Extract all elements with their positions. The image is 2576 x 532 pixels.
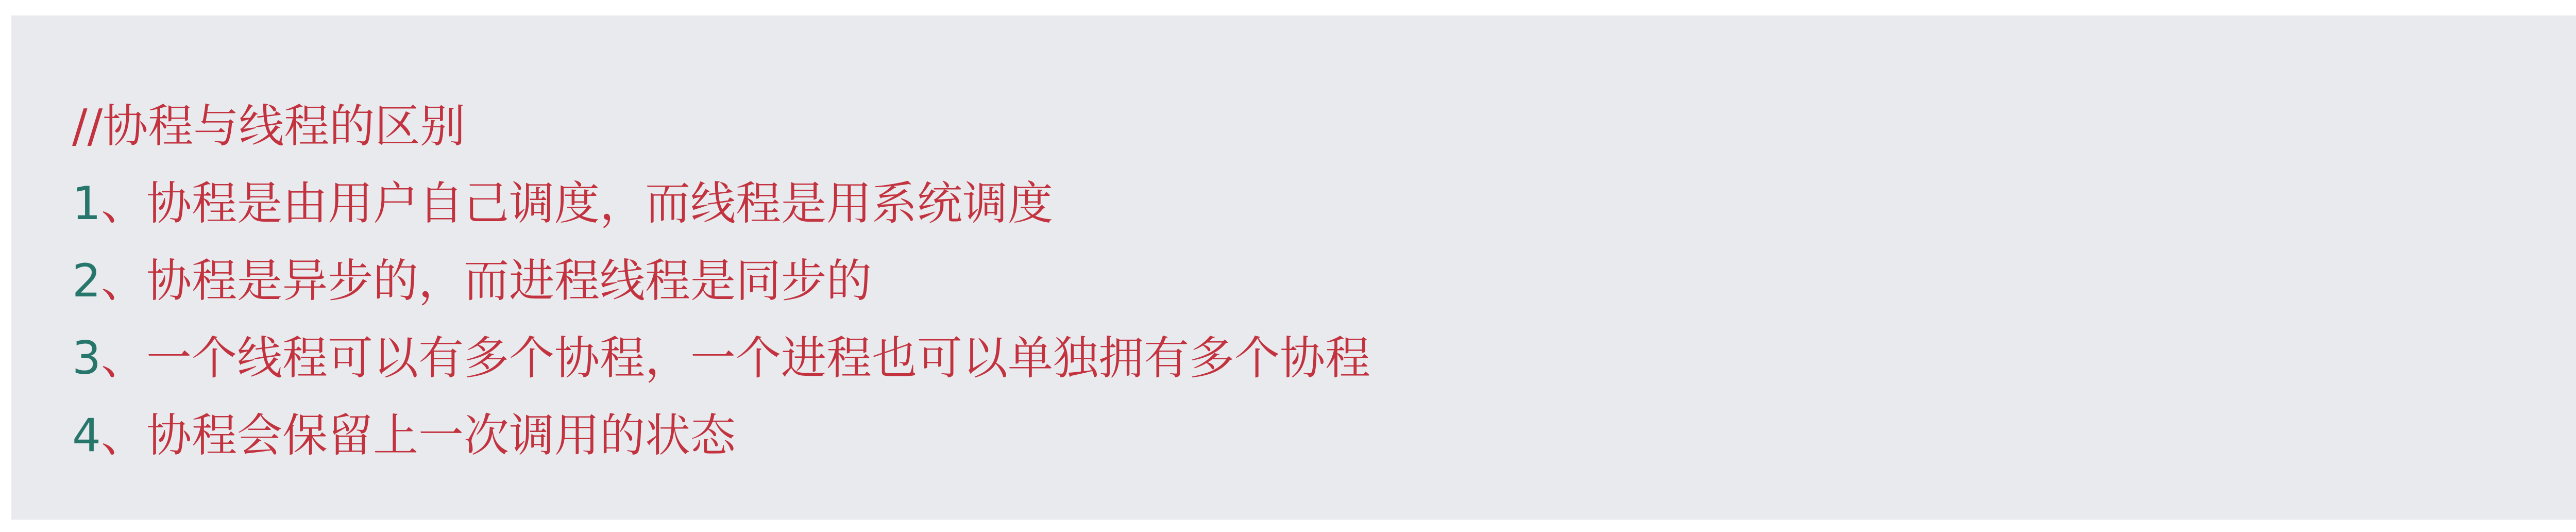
item-number: 4 [72,409,101,462]
item-text: 一个线程可以有多个协程，一个进程也可以单独拥有多个协程 [146,331,1371,385]
item-text: 协程会保留上一次调用的状态 [146,409,736,462]
item-text: 协程是异步的，而进程线程是同步的 [146,254,872,307]
list-item [72,242,1370,320]
list-item [72,397,1370,474]
comment-text: //协程与线程的区别 [72,99,466,153]
item-separator: 、 [101,254,147,307]
item-text: 协程是由用户自己调度，而线程是用系统调度 [146,177,1054,230]
item-separator: 、 [101,409,147,462]
list-item [72,320,1370,397]
item-number: 2 [72,254,101,307]
item-number: 1 [72,177,101,230]
item-separator: 、 [101,177,147,230]
code-block [11,15,2576,520]
item-separator: 、 [101,331,147,385]
comment-line [72,88,1370,165]
list-item [72,165,1370,242]
code-lines [72,88,1370,474]
item-number: 3 [72,331,101,385]
